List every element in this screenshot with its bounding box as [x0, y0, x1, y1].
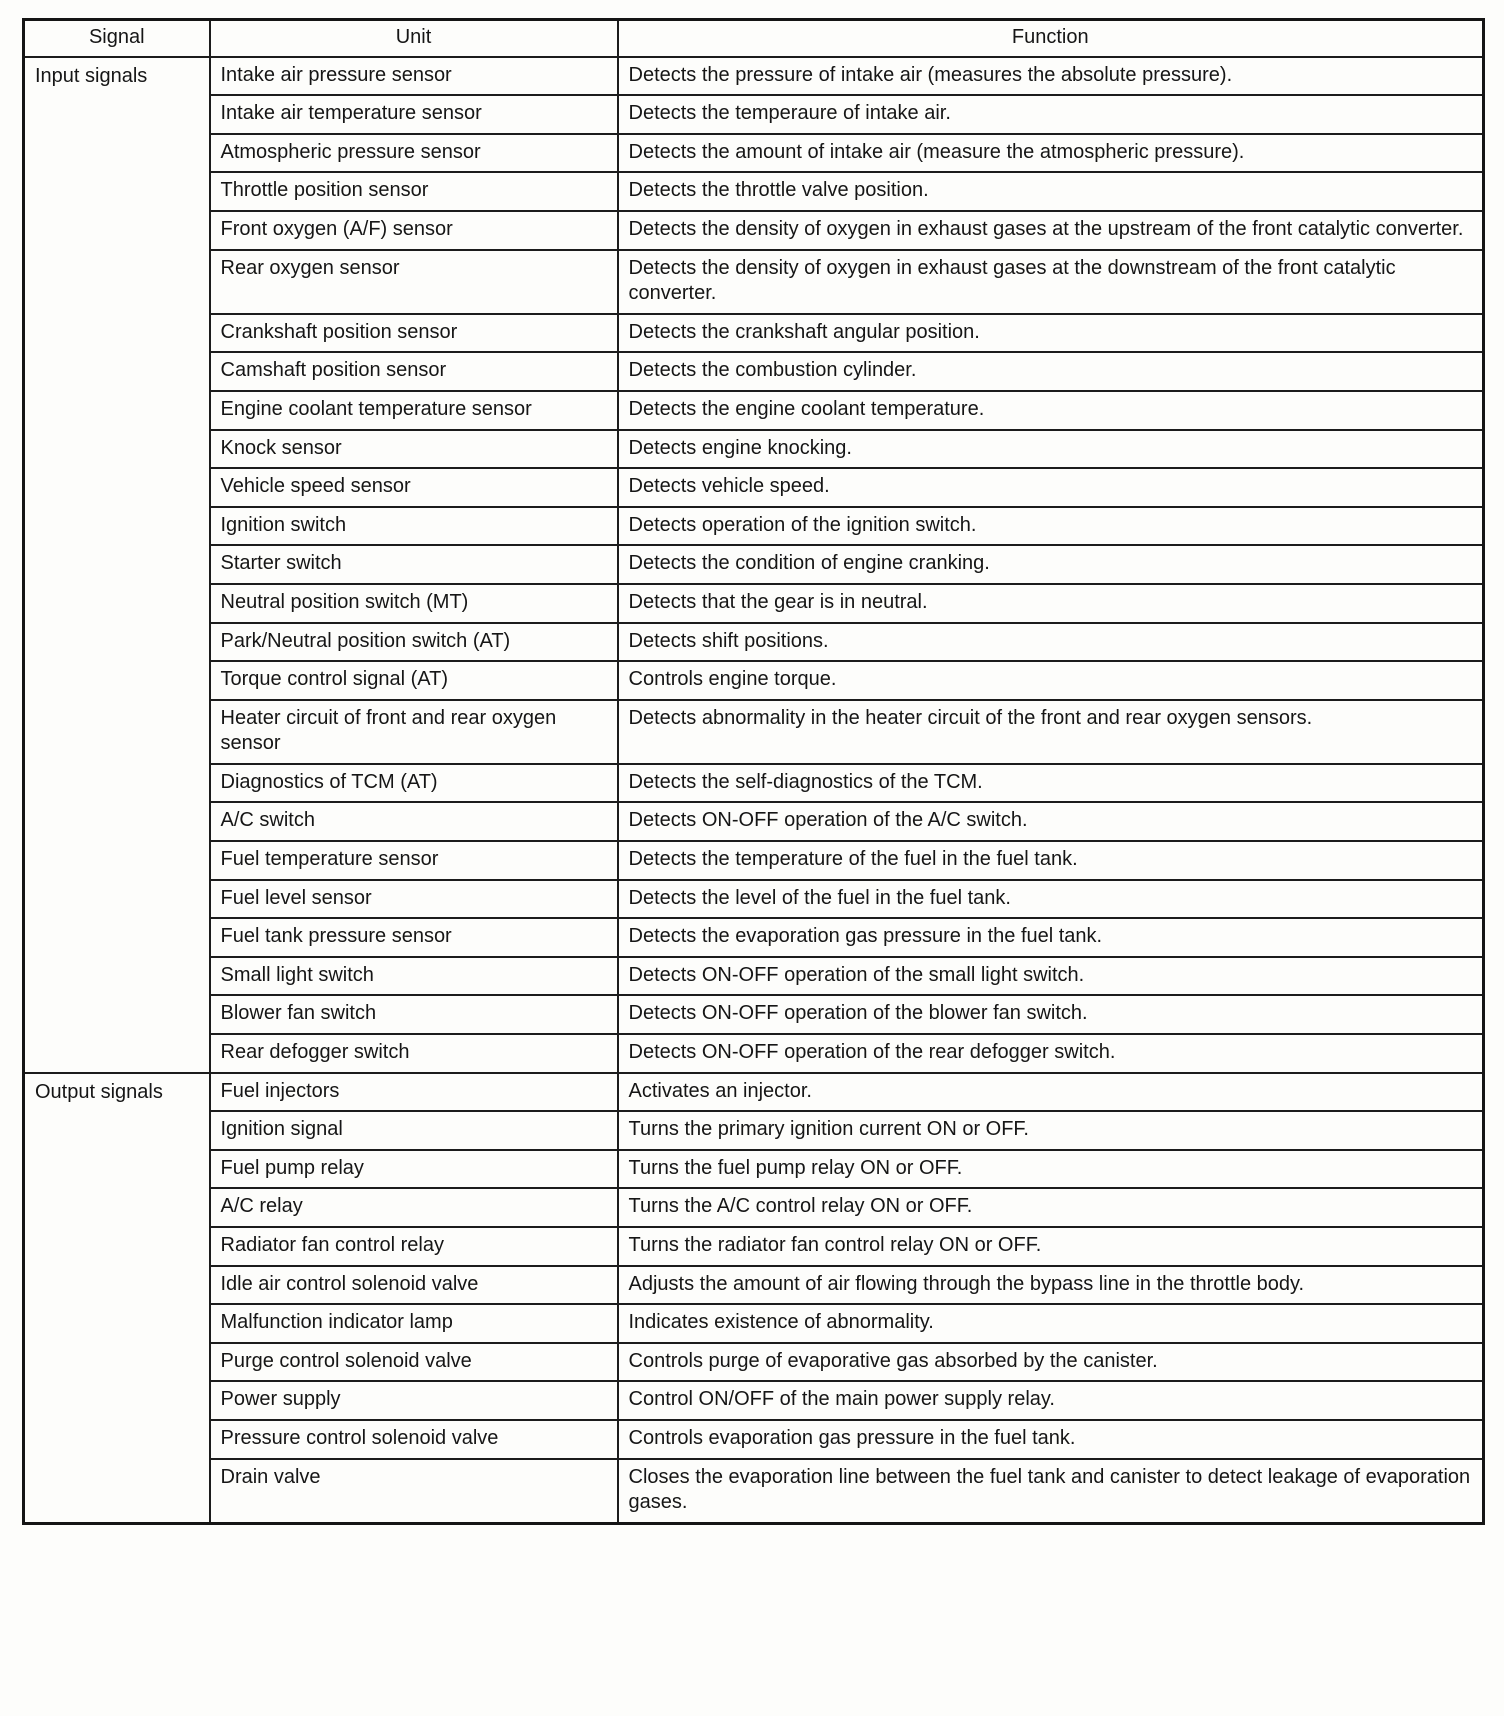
table-row: [24, 314, 1484, 353]
unit-cell: Fuel tank pressure sensor: [210, 918, 618, 957]
unit-cell: Park/Neutral position switch (AT): [210, 623, 618, 662]
unit-cell: Starter switch: [210, 545, 618, 584]
table-row: [24, 507, 1484, 546]
function-cell: Detects operation of the ignition switch.: [618, 507, 1484, 546]
signal-group-cell: Input signals: [24, 57, 210, 1073]
function-cell: Controls engine torque.: [618, 661, 1484, 700]
table-row: [24, 1266, 1484, 1305]
function-cell: Detects ON-OFF operation of the small light switch.: [618, 957, 1484, 996]
table-row: [24, 1188, 1484, 1227]
table-row: [24, 1073, 1484, 1112]
unit-cell: A/C switch: [210, 802, 618, 841]
function-cell: Detects that the gear is in neutral.: [618, 584, 1484, 623]
table-row: [24, 211, 1484, 250]
function-cell: Detects ON-OFF operation of the rear defogger switch.: [618, 1034, 1484, 1073]
table-row: [24, 1420, 1484, 1459]
unit-cell: A/C relay: [210, 1188, 618, 1227]
function-cell: Detects the throttle valve position.: [618, 172, 1484, 211]
unit-cell: Pressure control solenoid valve: [210, 1420, 618, 1459]
unit-cell: Ignition signal: [210, 1111, 618, 1150]
table-row: [24, 468, 1484, 507]
unit-cell: Crankshaft position sensor: [210, 314, 618, 353]
unit-cell: Fuel pump relay: [210, 1150, 618, 1189]
function-cell: Detects abnormality in the heater circuit of the front and rear oxygen sensors.: [618, 700, 1484, 764]
function-cell: Detects engine knocking.: [618, 430, 1484, 469]
table-row: [24, 172, 1484, 211]
function-cell: Controls purge of evaporative gas absorbed by the canister.: [618, 1343, 1484, 1382]
function-cell: Detects shift positions.: [618, 623, 1484, 662]
table-row: [24, 880, 1484, 919]
table-row: [24, 995, 1484, 1034]
table-row: [24, 918, 1484, 957]
unit-cell: Diagnostics of TCM (AT): [210, 764, 618, 803]
table-row: [24, 700, 1484, 764]
unit-cell: Vehicle speed sensor: [210, 468, 618, 507]
function-cell: Detects the condition of engine cranking.: [618, 545, 1484, 584]
function-cell: Detects the amount of intake air (measure the atmospheric pressure).: [618, 134, 1484, 173]
function-cell: Detects the density of oxygen in exhaust gases at the downstream of the front catalytic converter.: [618, 250, 1484, 314]
function-cell: Detects the density of oxygen in exhaust gases at the upstream of the front catalytic converter.: [618, 211, 1484, 250]
table-row: [24, 430, 1484, 469]
signals-table: [22, 18, 1485, 1525]
unit-cell: Intake air temperature sensor: [210, 95, 618, 134]
function-cell: Turns the primary ignition current ON or OFF.: [618, 1111, 1484, 1150]
header-signal: Signal: [24, 20, 210, 57]
unit-cell: Blower fan switch: [210, 995, 618, 1034]
unit-cell: Power supply: [210, 1381, 618, 1420]
unit-cell: Throttle position sensor: [210, 172, 618, 211]
unit-cell: Ignition switch: [210, 507, 618, 546]
table-row: [24, 391, 1484, 430]
table-row: [24, 95, 1484, 134]
function-cell: Detects the engine coolant temperature.: [618, 391, 1484, 430]
header-function: Function: [618, 20, 1484, 57]
unit-cell: Front oxygen (A/F) sensor: [210, 211, 618, 250]
table-row: [24, 623, 1484, 662]
unit-cell: Camshaft position sensor: [210, 352, 618, 391]
unit-cell: Engine coolant temperature sensor: [210, 391, 618, 430]
function-cell: Turns the fuel pump relay ON or OFF.: [618, 1150, 1484, 1189]
function-cell: Detects the level of the fuel in the fuel tank.: [618, 880, 1484, 919]
function-cell: Detects the combustion cylinder.: [618, 352, 1484, 391]
table-row: [24, 250, 1484, 314]
function-cell: Closes the evaporation line between the fuel tank and canister to detect leakage of evaporation gases.: [618, 1459, 1484, 1524]
table-row: [24, 764, 1484, 803]
table-row: [24, 661, 1484, 700]
table-row: [24, 134, 1484, 173]
unit-cell: Small light switch: [210, 957, 618, 996]
table-row: [24, 802, 1484, 841]
function-cell: Detects vehicle speed.: [618, 468, 1484, 507]
function-cell: Indicates existence of abnormality.: [618, 1304, 1484, 1343]
table-row: [24, 841, 1484, 880]
unit-cell: Intake air pressure sensor: [210, 57, 618, 96]
unit-cell: Atmospheric pressure sensor: [210, 134, 618, 173]
unit-cell: Rear oxygen sensor: [210, 250, 618, 314]
table-row: [24, 1459, 1484, 1524]
unit-cell: Rear defogger switch: [210, 1034, 618, 1073]
unit-cell: Heater circuit of front and rear oxygen sensor: [210, 700, 618, 764]
function-cell: Detects the temperaure of intake air.: [618, 95, 1484, 134]
function-cell: Detects the crankshaft angular position.: [618, 314, 1484, 353]
function-cell: Detects ON-OFF operation of the blower fan switch.: [618, 995, 1484, 1034]
signal-group-cell: Output signals: [24, 1073, 210, 1524]
table-row: [24, 1304, 1484, 1343]
function-cell: Turns the A/C control relay ON or OFF.: [618, 1188, 1484, 1227]
unit-cell: Malfunction indicator lamp: [210, 1304, 618, 1343]
table-row: [24, 545, 1484, 584]
unit-cell: Fuel injectors: [210, 1073, 618, 1112]
function-cell: Adjusts the amount of air flowing through the bypass line in the throttle body.: [618, 1266, 1484, 1305]
table-row: [24, 957, 1484, 996]
function-cell: Detects the self-diagnostics of the TCM.: [618, 764, 1484, 803]
unit-cell: Radiator fan control relay: [210, 1227, 618, 1266]
unit-cell: Drain valve: [210, 1459, 618, 1524]
table-row: [24, 1343, 1484, 1382]
function-cell: Turns the radiator fan control relay ON or OFF.: [618, 1227, 1484, 1266]
unit-cell: Knock sensor: [210, 430, 618, 469]
function-cell: Detects the temperature of the fuel in the fuel tank.: [618, 841, 1484, 880]
unit-cell: Purge control solenoid valve: [210, 1343, 618, 1382]
function-cell: Detects the evaporation gas pressure in the fuel tank.: [618, 918, 1484, 957]
table-row: [24, 1111, 1484, 1150]
function-cell: Detects the pressure of intake air (measures the absolute pressure).: [618, 57, 1484, 96]
table-row: [24, 1150, 1484, 1189]
unit-cell: Idle air control solenoid valve: [210, 1266, 618, 1305]
table-row: [24, 352, 1484, 391]
signals-table-head: [24, 20, 1484, 57]
header-unit: Unit: [210, 20, 618, 57]
header-row: [24, 20, 1484, 57]
table-row: [24, 1034, 1484, 1073]
function-cell: Controls evaporation gas pressure in the fuel tank.: [618, 1420, 1484, 1459]
unit-cell: Fuel level sensor: [210, 880, 618, 919]
table-row: [24, 584, 1484, 623]
table-row: [24, 1381, 1484, 1420]
function-cell: Control ON/OFF of the main power supply relay.: [618, 1381, 1484, 1420]
function-cell: Detects ON-OFF operation of the A/C switch.: [618, 802, 1484, 841]
signals-table-body: [24, 57, 1484, 1524]
unit-cell: Torque control signal (AT): [210, 661, 618, 700]
function-cell: Activates an injector.: [618, 1073, 1484, 1112]
unit-cell: Neutral position switch (MT): [210, 584, 618, 623]
table-row: [24, 57, 1484, 96]
unit-cell: Fuel temperature sensor: [210, 841, 618, 880]
table-row: [24, 1227, 1484, 1266]
